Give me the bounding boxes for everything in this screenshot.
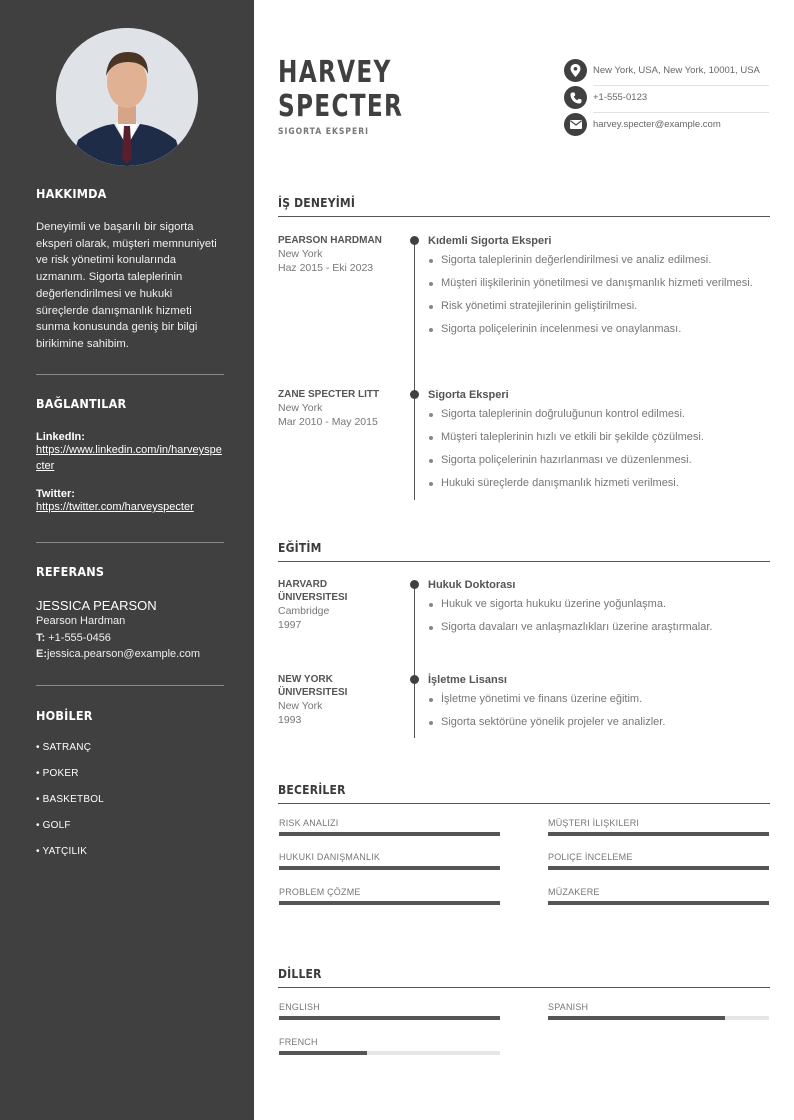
reference-phone-label: T: [36, 631, 46, 644]
phone-text: +1-555-0123 [593, 92, 648, 103]
full-name [278, 56, 403, 124]
reference-title: REFERANS [36, 564, 105, 579]
entry-bullets [428, 407, 770, 491]
about-text: Deneyimli ve başarılı bir sigorta eksperi olarak, müşteri memnuniyeti ve risk yönetimi konularında uzmanım. Sigorta taleplerinin değerlendirilmesi ve hukuki süreçlerde danışmanlık hizmeti sunma konusunda geniş bir bilgi birikimine sahibim. [36, 221, 217, 350]
skill-item [279, 818, 500, 836]
skill-bar-fill [279, 832, 500, 836]
bullet-item: Risk yönetimi stratejilerinin geliştirilmesi. [428, 299, 770, 314]
entry-location: Cambridge [278, 605, 330, 617]
hobbies-section [36, 708, 224, 868]
reference-email-row [36, 646, 224, 663]
language-item [279, 1037, 500, 1055]
reference-email: jessica.pearson@example.com [47, 648, 201, 660]
language-bar [279, 1016, 500, 1020]
entry-role: Kıdemli Sigorta Eksperi [428, 235, 552, 247]
entry-role: Hukuk Doktorası [428, 579, 516, 591]
timeline-dot [410, 236, 419, 245]
entry-location: New York [278, 402, 323, 414]
timeline-dot [410, 580, 419, 589]
linkedin-link[interactable]: https://www.linkedin.com/in/harveyspecter [36, 444, 222, 472]
entry-dates: Mar 2010 - May 2015 [278, 416, 378, 428]
language-item [548, 1002, 769, 1020]
skills-title: BECERİLER [278, 783, 770, 804]
skill-label: PROBLEM ÇÖZME [279, 887, 361, 897]
phone-icon [564, 86, 587, 109]
hobby-item: • YATÇILIK [36, 846, 88, 857]
skill-bar [279, 832, 500, 836]
skill-bar [548, 866, 769, 870]
entry-bullets [428, 692, 770, 730]
skill-label: MÜZAKERE [548, 887, 600, 897]
entry-dates: Haz 2015 - Eki 2023 [278, 262, 374, 274]
bullet-item: Sigorta taleplerinin doğruluğunun kontrol edilmesi. [428, 407, 770, 422]
bullet-item: Sigorta sektörüne yönelik projeler ve analizler. [428, 715, 770, 730]
twitter-link[interactable]: https://twitter.com/harveyspecter [36, 501, 194, 513]
links-section [36, 396, 224, 516]
entry-org: PEARSON HARDMAN [278, 235, 382, 246]
timeline-dot [410, 390, 419, 399]
job-title: SIGORTA EKSPERI [278, 127, 369, 137]
about-title: HAKKIMDA [36, 186, 107, 201]
education-entry [278, 673, 770, 737]
hobby-item: • SATRANÇ [36, 742, 92, 753]
entry-bullets [428, 253, 770, 337]
location-pin-icon [564, 59, 587, 82]
language-bar [279, 1051, 500, 1055]
sidebar-divider [36, 374, 224, 375]
skill-bar-fill [548, 832, 769, 836]
skill-bar [548, 901, 769, 905]
sidebar-divider [36, 685, 224, 686]
language-label: ENGLISH [279, 1002, 320, 1012]
hobby-item: • BASKETBOL [36, 794, 104, 805]
contact-email [564, 113, 769, 140]
hobby-item: • GOLF [36, 820, 71, 831]
address-text: New York, USA, New York, 10001, USA [593, 65, 760, 76]
language-bar-fill [548, 1016, 725, 1020]
skill-item [279, 887, 500, 905]
about-section [36, 186, 224, 353]
skill-bar-fill [279, 866, 500, 870]
entry-org: NEW YORK ÜNIVERSITESI [278, 674, 348, 698]
entry-location: New York [278, 700, 323, 712]
languages-title: DİLLER [278, 967, 770, 988]
timeline-dot [410, 675, 419, 684]
bullet-item: Sigorta poliçelerinin incelenmesi ve onaylanması. [428, 322, 770, 337]
reference-email-label: E: [36, 648, 47, 660]
linkedin-label: LinkedIn: [36, 431, 85, 443]
language-item [279, 1002, 500, 1020]
reference-name: JESSICA PEARSON [36, 598, 157, 613]
contact-phone [564, 86, 769, 113]
skill-label: HUKUKI DANIŞMANLIK [279, 852, 381, 862]
hobby-item: • POKER [36, 768, 79, 779]
language-label: SPANISH [548, 1002, 589, 1012]
experience-title: İŞ DENEYİMİ [278, 196, 770, 217]
skill-bar-fill [279, 901, 500, 905]
hobbies-title: HOBİLER [36, 708, 93, 723]
skill-item [548, 887, 769, 905]
sidebar-divider [36, 542, 224, 543]
bullet-item: İşletme yönetimi ve finans üzerine eğitim. [428, 692, 770, 707]
entry-org: HARVARD ÜNIVERSITESI [278, 579, 348, 603]
language-bar-fill [279, 1051, 367, 1055]
reference-phone-row [36, 630, 224, 647]
entry-location: New York [278, 248, 323, 260]
skill-bar-fill [548, 901, 769, 905]
twitter-label: Twitter: [36, 488, 75, 500]
reference-company: Pearson Hardman [36, 615, 126, 627]
entry-dates: 1997 [278, 619, 302, 631]
entry-org: ZANE SPECTER LITT [278, 389, 380, 400]
skill-item [279, 852, 500, 870]
bullet-item: Hukuki süreçlerde danışmanlık hizmeti verilmesi. [428, 476, 770, 491]
contact-address [564, 59, 769, 86]
skill-label: RISK ANALIZI [279, 818, 339, 828]
links-title: BAĞLANTILAR [36, 396, 127, 411]
skill-item [548, 818, 769, 836]
skill-bar [279, 866, 500, 870]
reference-section [36, 564, 224, 663]
entry-bullets [428, 597, 770, 635]
bullet-item: Müşteri taleplerinin hızlı ve etkili bir şekilde çözülmesi. [428, 430, 770, 445]
last-name: SPECTER [278, 89, 404, 124]
bullet-item: Sigorta taleplerinin değerlendirilmesi ve analiz edilmesi. [428, 253, 770, 268]
bullet-item: Sigorta poliçelerinin hazırlanması ve düzenlenmesi. [428, 453, 770, 468]
language-bar [548, 1016, 769, 1020]
first-name: HARVEY [278, 55, 392, 90]
profile-photo [56, 28, 198, 166]
entry-dates: 1993 [278, 714, 302, 726]
skill-label: MÜŞTERI İLIŞKILERI [548, 818, 640, 828]
skill-bar [279, 901, 500, 905]
experience-entry [278, 388, 770, 496]
reference-phone: +1-555-0456 [48, 631, 111, 644]
skill-item [548, 852, 769, 870]
entry-role: İşletme Lisansı [428, 674, 507, 686]
bullet-item: Hukuk ve sigorta hukuku üzerine yoğunlaşma. [428, 597, 770, 612]
language-label: FRENCH [279, 1037, 318, 1047]
envelope-icon [564, 113, 587, 136]
email-text[interactable]: harvey.specter@example.com [593, 119, 721, 130]
skill-bar-fill [548, 866, 769, 870]
entry-role: Sigorta Eksperi [428, 389, 509, 401]
language-bar-fill [279, 1016, 500, 1020]
bullet-item: Müşteri ilişkilerinin yönetilmesi ve danışmanlık hizmeti verilmesi. [428, 276, 770, 291]
skill-label: POLIÇE İNCELEME [548, 852, 633, 862]
bullet-item: Sigorta davaları ve anlaşmazlıkları üzerine araştırmalar. [428, 620, 770, 635]
education-title: EĞİTİM [278, 541, 770, 562]
skill-bar [548, 832, 769, 836]
sidebar [0, 0, 254, 1120]
